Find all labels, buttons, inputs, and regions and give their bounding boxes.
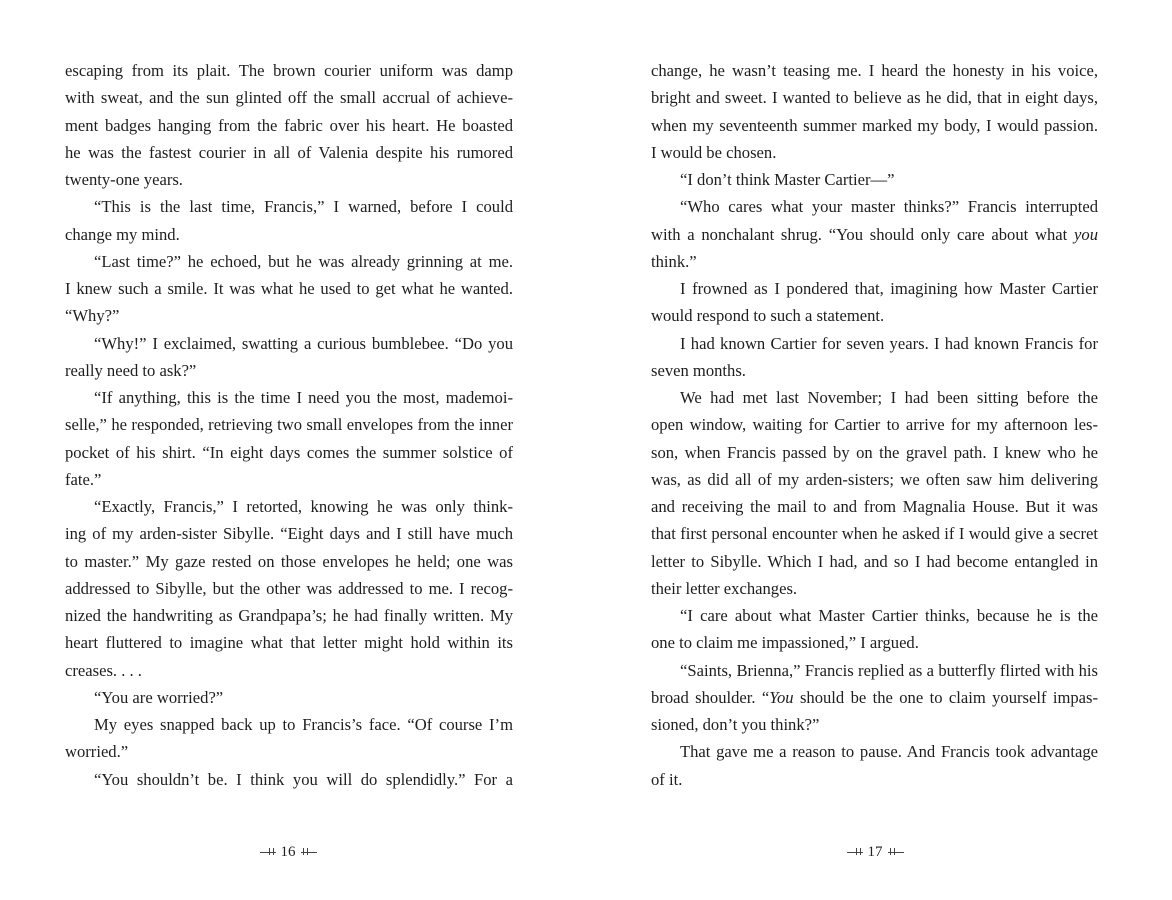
text-line xyxy=(65,520,513,547)
line-text: and receiving the mail to and from Magnalia House. But it was xyxy=(651,497,1098,516)
line-text: “Why?” xyxy=(65,306,120,326)
line-text: change, he wasn’t teasing me. I heard the honesty in his voice, xyxy=(651,61,1098,80)
text-line xyxy=(651,139,1098,166)
text-line xyxy=(65,657,513,684)
text-line xyxy=(65,548,513,575)
text-line xyxy=(651,711,1098,738)
text-line xyxy=(651,738,1098,765)
text-line xyxy=(651,548,1098,575)
line-text: “You are worried?” xyxy=(94,687,224,707)
text-line xyxy=(65,684,513,711)
text-line xyxy=(65,112,513,139)
text-line xyxy=(651,84,1098,111)
line-text: broad shoulder. “ xyxy=(651,687,770,707)
text-line xyxy=(65,275,513,302)
text-line xyxy=(65,629,513,656)
line-text: fate.” xyxy=(65,469,102,489)
line-text: We had met last November; I had been sitting before the xyxy=(680,388,1098,407)
line-text: one to claim me impassioned,” I argued. xyxy=(651,633,919,653)
text-line xyxy=(65,766,513,793)
folio-ornament-icon xyxy=(847,847,863,857)
line-text: “I care about what Master Cartier thinks, because he is the xyxy=(680,606,1098,625)
line-text: nized the handwriting as Grandpapa’s; he had finally written. My xyxy=(65,606,513,625)
text-line xyxy=(651,466,1098,493)
right-page-number xyxy=(830,841,920,863)
page-number-label: 17 xyxy=(867,843,883,860)
line-text: when my seventeenth summer marked my body, I would passion. xyxy=(651,115,1098,135)
line-text: letter to Sibylle. Which I had, and so I had become entangled in xyxy=(651,551,1098,571)
text-line xyxy=(65,166,513,193)
line-text: worried.” xyxy=(65,742,129,762)
text-line xyxy=(651,221,1098,248)
line-text: addressed to Sibylle, but the other was addressed to me. I recog- xyxy=(65,578,513,598)
line-text: think.” xyxy=(651,251,697,271)
text-line xyxy=(65,221,513,248)
line-text: I had known Cartier for seven years. I had known Francis for xyxy=(680,333,1098,353)
line-text: escaping from its plait. The brown courier uniform was damp xyxy=(65,61,513,80)
folio-ornament-icon xyxy=(260,847,276,857)
line-text: change my mind. xyxy=(65,224,180,244)
line-text: My eyes snapped back up to Francis’s face. “Of course I’m xyxy=(94,715,513,734)
line-text: son, when Francis passed by on the gravel path. I knew who he xyxy=(651,442,1098,462)
text-line xyxy=(65,738,513,765)
text-line xyxy=(65,248,513,275)
line-text: ment badges hanging from the fabric over his heart. He boasted xyxy=(65,115,513,135)
text-line xyxy=(651,657,1098,684)
left-page-text xyxy=(65,57,513,793)
text-line xyxy=(65,439,513,466)
line-text: “Why!” I exclaimed, swatting a curious bumblebee. “Do you xyxy=(94,333,513,353)
text-line xyxy=(65,357,513,384)
text-line xyxy=(651,384,1098,411)
line-text: seven months. xyxy=(651,360,746,380)
text-line xyxy=(651,248,1098,275)
line-text: of it. xyxy=(651,769,683,789)
line-text: ing of my arden-sister Sibylle. “Eight days and I still have much xyxy=(65,524,513,544)
right-page-text xyxy=(651,57,1098,793)
line-text: “Who cares what your master thinks?” Francis interrupted xyxy=(680,197,1098,217)
text-line xyxy=(651,166,1098,193)
line-text-after: should be the one to claim yourself impas- xyxy=(793,687,1098,707)
line-italic-text: you xyxy=(1074,224,1098,244)
text-line xyxy=(65,330,513,357)
text-line xyxy=(651,112,1098,139)
line-italic-text: You xyxy=(769,687,794,707)
text-line xyxy=(651,302,1098,329)
text-line xyxy=(65,57,513,84)
text-line xyxy=(65,84,513,111)
page-number-label: 16 xyxy=(280,843,296,860)
left-page-number xyxy=(243,841,333,863)
line-text: “If anything, this is the time I need you the most, mademoi- xyxy=(94,388,513,407)
line-text: “I don’t think Master Cartier—” xyxy=(680,170,895,189)
text-line xyxy=(651,629,1098,656)
text-line xyxy=(651,520,1098,547)
line-text: That gave me a reason to pause. And Francis took advantage xyxy=(680,742,1098,762)
line-text: creases. . . . xyxy=(65,660,142,680)
text-line xyxy=(65,302,513,329)
line-text: “You shouldn’t be. I think you will do splendidly.” For a xyxy=(94,769,513,789)
line-text: selle,” he responded, retrieving two small envelopes from the inner xyxy=(65,415,513,435)
line-text: with a nonchalant shrug. “You should only care about what xyxy=(651,224,1075,244)
line-text: really need to ask?” xyxy=(65,360,197,380)
text-line xyxy=(65,193,513,220)
text-line xyxy=(651,602,1098,629)
text-line xyxy=(651,57,1098,84)
text-line xyxy=(651,411,1098,438)
text-line xyxy=(65,711,513,738)
line-text: their letter exchanges. xyxy=(651,578,798,598)
line-text: “Last time?” he echoed, but he was already grinning at me. xyxy=(94,251,513,271)
text-line xyxy=(65,384,513,411)
text-line xyxy=(651,275,1098,302)
text-line xyxy=(65,411,513,438)
line-text: to master.” My gaze rested on those envelopes he held; one was xyxy=(65,551,513,571)
folio-ornament-icon xyxy=(888,847,904,857)
folio-ornament-icon xyxy=(301,847,317,857)
line-text: pocket of his shirt. “In eight days comes the summer solstice of xyxy=(65,442,513,462)
line-text: I knew such a smile. It was what he used to get what he wanted. xyxy=(65,279,513,298)
text-line xyxy=(65,466,513,493)
line-text: heart fluttered to imagine what that letter might hold within its xyxy=(65,633,513,653)
text-line xyxy=(65,575,513,602)
line-text: that first personal encounter when he asked if I would give a secret xyxy=(651,524,1098,544)
text-line xyxy=(651,357,1098,384)
line-text: “This is the last time, Francis,” I warned, before I could xyxy=(94,197,513,217)
text-line xyxy=(651,684,1098,711)
line-text: twenty-one years. xyxy=(65,170,183,189)
line-text: he was the fastest courier in all of Valenia despite his rumored xyxy=(65,142,513,162)
text-line xyxy=(651,575,1098,602)
line-text: would respond to such a statement. xyxy=(651,306,885,326)
text-line xyxy=(651,493,1098,520)
line-text: with sweat, and the sun glinted off the small accrual of achieve- xyxy=(65,88,513,108)
line-text: sioned, don’t you think?” xyxy=(651,715,820,734)
line-text: bright and sweet. I wanted to believe as he did, that in eight days, xyxy=(651,88,1098,108)
text-line xyxy=(651,766,1098,793)
text-line xyxy=(65,602,513,629)
text-line xyxy=(651,330,1098,357)
text-line xyxy=(651,439,1098,466)
line-text: I would be chosen. xyxy=(651,142,777,162)
text-line xyxy=(65,493,513,520)
line-text: open window, waiting for Cartier to arrive for my afternoon les- xyxy=(651,415,1098,435)
text-line xyxy=(651,193,1098,220)
line-text: I frowned as I pondered that, imagining how Master Cartier xyxy=(680,279,1098,298)
text-line xyxy=(65,139,513,166)
line-text: “Saints, Brienna,” Francis replied as a butterfly flirted with his xyxy=(680,660,1098,680)
line-text: “Exactly, Francis,” I retorted, knowing he was only think- xyxy=(94,497,513,516)
line-text: was, as did all of my arden-sisters; we often saw him delivering xyxy=(651,469,1098,489)
